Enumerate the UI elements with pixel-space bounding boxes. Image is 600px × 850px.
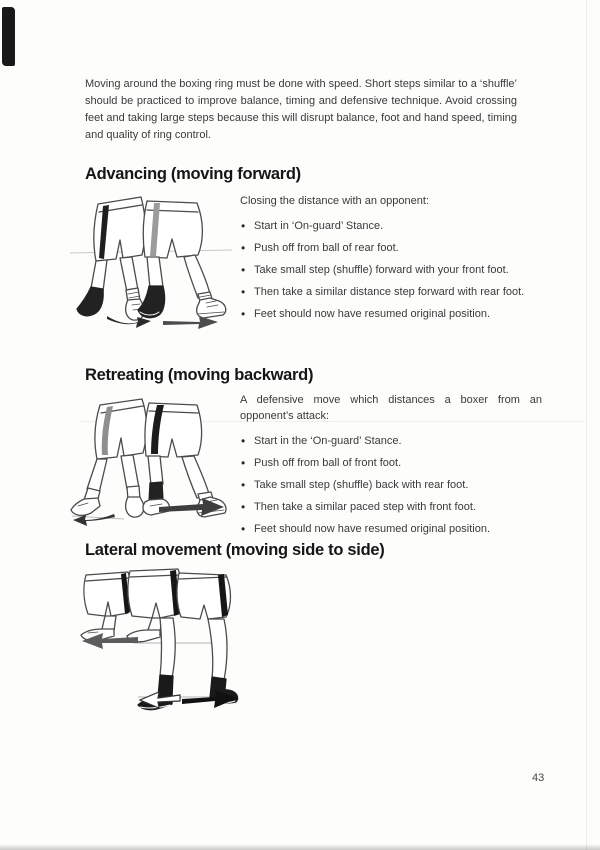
scan-ink-mark — [2, 7, 15, 66]
bullet-item: • Then take a similar distance step forward with rear foot. — [240, 285, 542, 301]
advancing-legs-drawing — [70, 191, 235, 333]
bullet-item: • Push off from ball of rear foot. — [240, 241, 542, 257]
scan-right-edge — [586, 0, 587, 850]
advancing-footwork-illustration — [70, 191, 235, 333]
page-number: 43 — [532, 772, 545, 784]
intro-paragraph: Moving around the boxing ring must be done with speed. Short steps similar to a ‘shuffle’ should be practiced to improve balance, timing and defensive technique. Avoid crossing feet and taking large steps because this will disrupt balance, foot and hand speed, timing and quality of ring control. — [85, 78, 517, 142]
retreating-content — [240, 393, 542, 544]
retreating-bullet-list — [240, 434, 542, 538]
retreating-footwork-illustration — [70, 390, 235, 532]
scan-bottom-edge — [0, 844, 600, 850]
lateral-footwork-illustration — [76, 567, 261, 722]
bullet-item: • Then take a similar paced step with front foot. — [240, 500, 542, 516]
section-heading-lateral: Lateral movement (moving side to side) — [85, 541, 385, 559]
bullet-item: • Feet should now have resumed original position. — [240, 522, 542, 538]
advancing-bullet-list — [240, 219, 542, 323]
retreating-lead: A defensive move which distances a boxer from an opponent’s attack: — [240, 394, 542, 422]
bullet-item: • Feet should now have resumed original position. — [240, 307, 542, 323]
bullet-item: • Take small step (shuffle) forward with your front foot. — [240, 263, 542, 279]
bullet-item: • Start in ‘On-guard’ Stance. — [240, 219, 542, 235]
lateral-legs-drawing — [76, 567, 261, 722]
section-heading-advancing: Advancing (moving forward) — [85, 165, 301, 183]
bullet-item: • Start in the ‘On-guard’ Stance. — [240, 434, 542, 450]
forward-step-arrow — [163, 316, 218, 329]
section-heading-retreating: Retreating (moving backward) — [85, 366, 314, 384]
bullet-item: • Take small step (shuffle) back with rear foot. — [240, 478, 542, 494]
bullet-item: • Push off from ball of front foot. — [240, 456, 542, 472]
advancing-lead: Closing the distance with an opponent: — [240, 195, 429, 207]
advancing-content — [240, 194, 542, 329]
retreating-legs-drawing — [70, 390, 235, 532]
